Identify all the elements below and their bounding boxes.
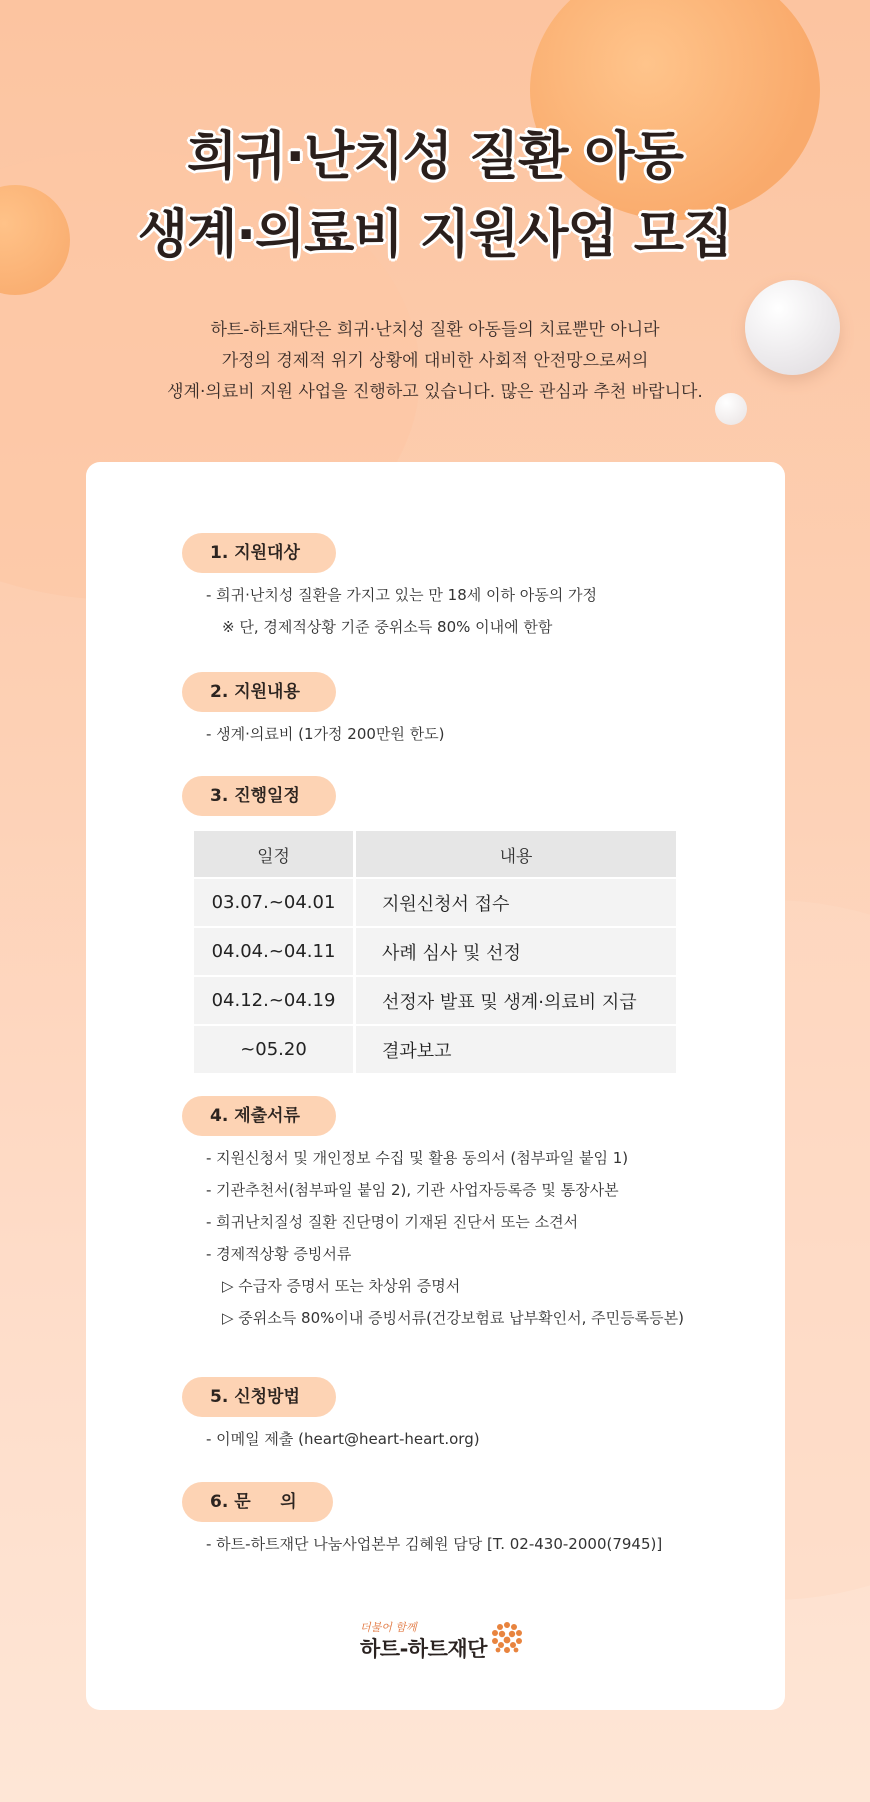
section-content — [182, 672, 445, 750]
foundation-logo — [360, 1619, 530, 1669]
title-line: 생계·의료비 지원사업 모집 — [137, 205, 733, 265]
section-target — [182, 533, 597, 643]
section-subline: ▷ 수급자 증명서 또는 차상위 증명서 — [222, 1277, 461, 1295]
schedule-date: 04.12.~04.19 — [194, 977, 356, 1024]
table-row — [194, 928, 676, 975]
section-line: - 지원신청서 및 개인정보 수집 및 활용 동의서 (첨부파일 붙임 1) — [206, 1149, 629, 1167]
section-inquiry — [182, 1482, 662, 1560]
intro-text — [0, 315, 870, 408]
section-line: - 희귀난치질성 질환 진단명이 기재된 진단서 또는 소견서 — [206, 1213, 579, 1231]
logo-tagline: 더불어 함께 — [360, 1621, 417, 1634]
table-row — [194, 1026, 676, 1073]
section-line: - 기관추천서(첨부파일 붙임 2), 기관 사업자등록증 및 통장사본 — [206, 1181, 619, 1199]
heart-dots-logo-icon — [490, 1621, 524, 1655]
section-documents — [182, 1096, 684, 1334]
table-row — [194, 879, 676, 926]
intro-line: 생계·의료비 지원 사업을 진행하고 있습니다. 많은 관심과 추천 바랍니다. — [167, 382, 703, 402]
intro-line: 하트-하트재단은 희귀·난치성 질환 아동들의 치료뿐만 아니라 — [210, 320, 660, 340]
section-method — [182, 1377, 480, 1455]
section-line: - 희귀·난치성 질환을 가지고 있는 만 18세 이하 아동의 가정 — [206, 586, 597, 604]
schedule-date: ~05.20 — [194, 1026, 356, 1073]
table-header-row — [194, 831, 676, 877]
logo-name: 하트-하트재단 — [360, 1637, 487, 1661]
schedule-date: 04.04.~04.11 — [194, 928, 356, 975]
schedule-date: 03.07.~04.01 — [194, 879, 356, 926]
section-schedule — [182, 776, 336, 816]
section-line: - 이메일 제출 (heart@heart-heart.org) — [206, 1430, 480, 1448]
section-heading: 3. 진행일정 — [182, 776, 336, 816]
schedule-task: 선정자 발표 및 생계·의료비 지급 — [356, 977, 676, 1024]
schedule-task: 지원신청서 접수 — [356, 879, 676, 926]
schedule-table — [194, 829, 676, 1075]
section-line: - 생계·의료비 (1가정 200만원 한도) — [206, 725, 445, 743]
schedule-task: 결과보고 — [356, 1026, 676, 1073]
column-header: 내용 — [356, 831, 676, 877]
page-title — [0, 118, 870, 274]
column-header: 일정 — [194, 831, 356, 877]
section-heading: 1. 지원대상 — [182, 533, 336, 573]
section-line: - 하트-하트재단 나눔사업본부 김혜원 담당 [T. 02-430-2000(7945)] — [206, 1535, 663, 1553]
section-heading: 2. 지원내용 — [182, 672, 336, 712]
section-heading: 4. 제출서류 — [182, 1096, 336, 1136]
info-card — [86, 462, 785, 1710]
table-row — [194, 977, 676, 1024]
section-line: - 경제적상황 증빙서류 — [206, 1245, 352, 1263]
title-line: 희귀·난치성 질환 아동 — [186, 127, 684, 187]
intro-line: 가정의 경제적 위기 상황에 대비한 사회적 안전망으로써의 — [221, 351, 649, 371]
section-heading: 5. 신청방법 — [182, 1377, 336, 1417]
section-heading: 6. 문 의 — [182, 1482, 333, 1522]
section-subline: ▷ 중위소득 80%이내 증빙서류(건강보험료 납부확인서, 주민등록등본) — [222, 1309, 684, 1327]
schedule-task: 사례 심사 및 선정 — [356, 928, 676, 975]
section-note: ※ 단, 경제적상황 기준 중위소득 80% 이내에 한함 — [222, 618, 553, 636]
